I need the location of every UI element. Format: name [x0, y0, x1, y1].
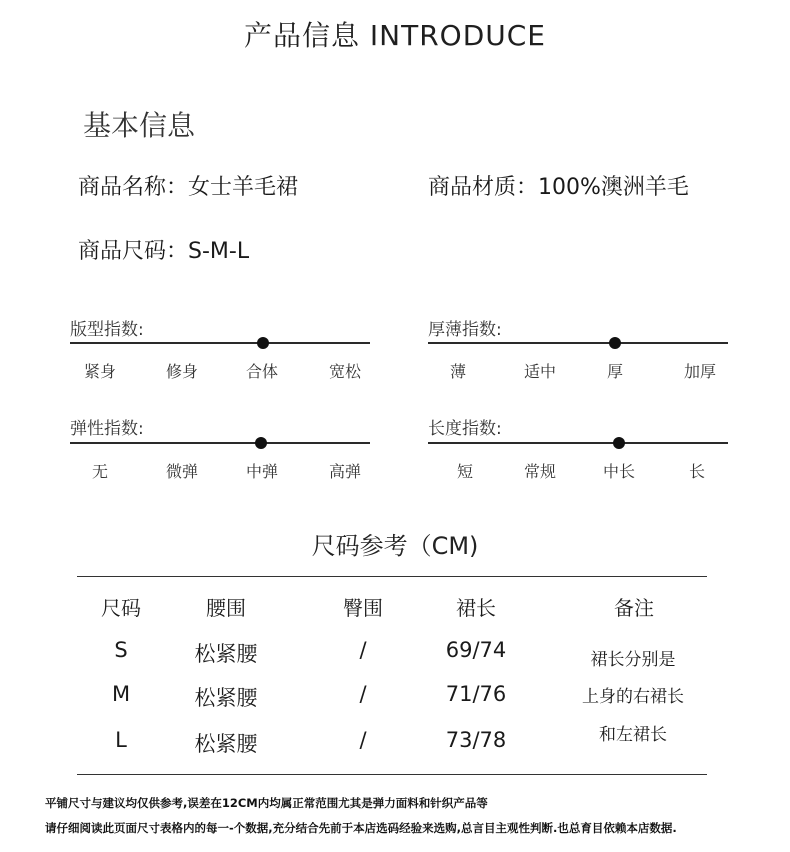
- note-line: 和左裙长: [599, 725, 667, 745]
- cell-size: L: [115, 728, 127, 752]
- scale-tick: 加厚: [683, 362, 716, 381]
- scale-label: 弹性指数:: [70, 419, 144, 439]
- product-size: 商品尺码：S-M-L: [78, 239, 250, 264]
- table-bottom-rule: [77, 774, 707, 775]
- cell-hip: /: [359, 728, 367, 752]
- note-line: 裙长分别是: [590, 650, 676, 670]
- scale-tick: 适中: [523, 362, 556, 381]
- scale-line: [428, 342, 728, 344]
- cell-hip: /: [359, 682, 367, 706]
- header-note: 备注: [614, 596, 654, 620]
- cell-length: 73/78: [445, 728, 507, 752]
- scale-tick: 无: [91, 462, 108, 481]
- scale-tick: 中弹: [245, 462, 278, 481]
- scale-tick: 修身: [165, 362, 198, 381]
- scale-tick: 中长: [602, 462, 635, 481]
- footer-note-2: 请仔细阅读此页面尺寸表格内的每一-个数据,充分结合先前于本店选码经验来选购,总言目主观性判断.也总育目依赖本店数据.: [45, 821, 677, 835]
- scale-marker: [255, 437, 267, 449]
- product-material: 商品材质：100%澳洲羊毛: [428, 175, 689, 200]
- cell-hip: /: [359, 638, 367, 662]
- scale-label: 长度指数:: [428, 419, 502, 439]
- cell-waist: 松紧腰: [194, 732, 258, 756]
- scale-marker: [257, 337, 269, 349]
- scale-label: 厚薄指数:: [428, 320, 502, 340]
- cell-waist: 松紧腰: [194, 686, 258, 710]
- scale-tick: 厚: [606, 362, 623, 381]
- cell-length: 71/76: [445, 682, 507, 706]
- scale-tick: 长: [688, 462, 705, 481]
- header-length: 裙长: [456, 596, 496, 620]
- product-name: 商品名称：女士羊毛裙: [78, 175, 299, 200]
- scale-tick: 合体: [245, 362, 278, 381]
- scale-tick: 常规: [523, 462, 556, 481]
- header-waist: 腰围: [206, 596, 246, 620]
- note-line: 上身的右裙长: [582, 687, 684, 707]
- scale-tick: 短: [456, 462, 473, 481]
- scale-line: [70, 342, 370, 344]
- cell-waist: 松紧腰: [194, 642, 258, 666]
- scale-marker: [609, 337, 621, 349]
- cell-size: S: [114, 638, 128, 662]
- scale-tick: 紧身: [83, 362, 116, 381]
- page-title: 产品信息 INTRODUCE: [244, 19, 546, 52]
- scale-tick: 高弹: [328, 462, 361, 481]
- size-table-title: 尺码参考（CM): [311, 532, 479, 560]
- header-hip: 臀围: [343, 596, 383, 620]
- scale-tick: 宽松: [328, 362, 361, 381]
- cell-size: M: [111, 682, 131, 706]
- cell-length: 69/74: [445, 638, 507, 662]
- header-size: 尺码: [101, 596, 141, 620]
- scale-marker: [613, 437, 625, 449]
- footer-note-1: 平铺尺寸与建议均仅供参考,误差在12CM内均属正常范围尤其是弹力面料和针织产品等: [45, 796, 488, 810]
- scale-label: 版型指数:: [70, 320, 144, 340]
- scale-tick: 微弹: [165, 462, 198, 481]
- basic-info-heading: 基本信息: [83, 109, 196, 142]
- scale-line: [70, 442, 370, 444]
- scale-tick: 薄: [449, 362, 466, 381]
- scale-line: [428, 442, 728, 444]
- table-top-rule: [77, 576, 707, 577]
